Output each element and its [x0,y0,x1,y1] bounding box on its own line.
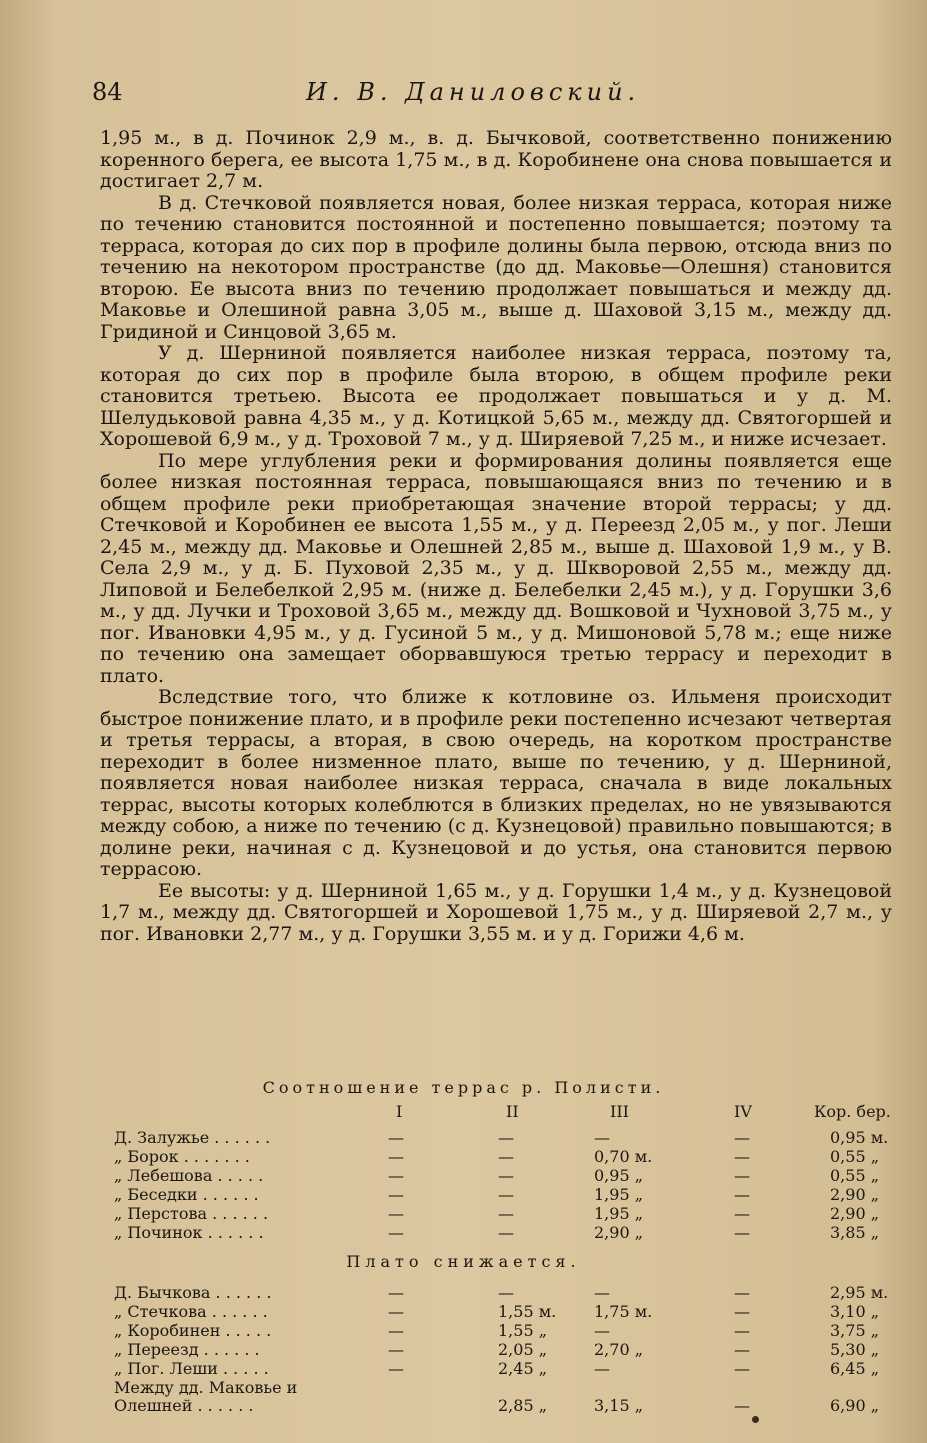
cell-col4: — [734,1223,750,1242]
row-name: „ Беседки . . . . . . [114,1185,259,1204]
cell-col5: 3,85 „ [830,1223,879,1242]
cell-col1: — [388,1359,404,1378]
cell-col4: — [734,1147,750,1166]
cell-col2: — [498,1204,514,1223]
cell-col3: — [594,1359,610,1378]
cell-col2: 1,55 м. [498,1302,557,1321]
cell-col3: 0,70 м. [594,1147,653,1166]
cell-col2: — [498,1283,514,1302]
cell-col2: 2,45 „ [498,1359,547,1378]
cell-col2: — [498,1185,514,1204]
cell-col5: 6,45 „ [830,1359,879,1378]
table-row [114,1302,904,1322]
cell-col5: 3,10 „ [830,1302,879,1321]
cell-col4: — [734,1396,750,1415]
cell-col3: — [594,1283,610,1302]
cell-col1: — [388,1147,404,1166]
table-row [114,1185,904,1205]
cell-col5: 0,55 „ [830,1166,879,1185]
row-name: „ Перстова . . . . . . [114,1204,269,1223]
cell-col4: — [734,1166,750,1185]
cell-col1: — [388,1302,404,1321]
cell-col4: — [734,1204,750,1223]
column-header: I [396,1102,403,1121]
table-row [114,1128,904,1148]
paragraph: В д. Стечковой появляется новая, более низкая терраса, которая ниже по течению становится постоянной и постепенно повышается; поэтому та терраса, которая до сих пор в профиле долины была первою, отсюда вниз по течению на некотором пространстве (до дд. Маковье—Олешня) становится второю. Ее высота вниз по течению продолжает повышаться и между дд. Маковье и Олешиной равна 3,05 м., выше д. Шаховой 3,15 м., между дд. Гридиной и Синцовой 3,65 м. [100,191,892,343]
table-row [114,1147,904,1167]
paragraph: У д. Шерниной появляется наиболее низкая терраса, поэтому та, которая до сих пор в профиле была второю, в общем профиле реки становится третьею. Высота ее продолжает повышаться и у д. М. Шелудьковой равна 4,35 м., у д. Котицкой 5,65 м., между дд. Святогоршей и Хорошевой 6,9 м., у д. Троховой 7 м., у д. Ширяевой 7,25 м., и ниже исчезает. [100,342,892,450]
running-head: И. В. Даниловский. [306,78,641,106]
row-name: Между дд. Маковье и [114,1378,298,1397]
cell-col2: 2,05 „ [498,1340,547,1359]
table-row [114,1321,904,1341]
cell-col2: — [498,1147,514,1166]
cell-col5: 2,90 „ [830,1185,879,1204]
cell-col3: 3,15 „ [594,1396,643,1415]
ink-spot [752,1416,759,1423]
paragraph: Вследствие того, что ближе к котловине оз. Ильменя происходит быстрое понижение плато, и в профиле реки постепенно исчезают четвертая и третья террасы, а вторая, в свою очередь, на коротком пространстве переходит в более низменное плато, выше по течению, у д. Шерниной, появляется новая наиболее низкая терраса, сначала в виде локальных террас, высоты которых колеблются в близких пределах, но не увязываются между собою, а ниже по течению (с д. Кузнецовой) правильно повышаются; в долине реки, начиная с д. Кузнецовой и до устья, она становится первою террасою. [100,686,892,880]
cell-col5: 2,90 „ [830,1204,879,1223]
plato-label: Плато снижается. [346,1252,581,1271]
cell-col2: 2,85 „ [498,1396,547,1415]
column-header: Кор. бер. [814,1102,891,1121]
cell-col3: — [594,1128,610,1147]
cell-col3: 2,70 „ [594,1340,643,1359]
cell-col2: — [498,1166,514,1185]
cell-col1: — [388,1283,404,1302]
cell-col3: — [594,1321,610,1340]
cell-col3: 1,95 „ [594,1204,643,1223]
column-header: IV [734,1102,752,1121]
cell-col5: 6,90 „ [830,1396,879,1415]
row-name: „ Починок . . . . . . [114,1223,264,1242]
cell-col1: — [388,1166,404,1185]
cell-col4: — [734,1185,750,1204]
cell-col2: — [498,1223,514,1242]
cell-col2: — [498,1128,514,1147]
cell-col4: — [734,1302,750,1321]
cell-col4: — [734,1321,750,1340]
row-name: „ Лебешова . . . . . [114,1166,264,1185]
paragraph: По мере углубления реки и формирования долины появляется еще более низкая постоянная терраса, повышающаяся вниз по течению и в общем профиле реки приобретающая значение второй террасы; у дд. Стечковой и Коробинен ее высота 1,55 м., у д. Переезд 2,05 м., у пог. Леши 2,45 м., между дд. Маковье и Олешней 2,85 м., выше д. Шаховой 1,9 м., у В. Села 2,9 м., у д. Б. Пуховой 2,35 м., у д. Шкворовой 2,55 м., между дд. Липовой и Белебелкой 2,95 м. (ниже д. Белебелки 2,45 м.), у д. Горушки 3,6 м., у дд. Лучки и Троховой 3,65 м., между дд. Вошковой и Чухновой 3,75 м., у пог. Ивановки 4,95 м., у д. Гусиной 5 м., у д. Мишоновой 5,78 м.; еще ниже по течению она замещает оборвавшуюся третью террасу и переходит в плато. [100,449,892,687]
cell-col5: 5,30 „ [830,1340,879,1359]
body-text [100,128,892,945]
column-header: II [506,1102,519,1121]
row-name: Д. Бычкова . . . . . . [114,1283,272,1302]
row-name: Д. Залужье . . . . . . [114,1128,271,1147]
cell-col3: 0,95 „ [594,1166,643,1185]
cell-col1: — [388,1204,404,1223]
cell-col5: 0,95 м. [830,1128,889,1147]
page-number: 84 [92,78,123,106]
cell-col1: — [388,1340,404,1359]
column-header: III [610,1102,629,1121]
row-name: „ Пог. Леши . . . . . [114,1359,269,1378]
row-name: Олешней . . . . . . [114,1396,254,1415]
cell-col5: 2,95 м. [830,1283,889,1302]
table-row [114,1166,904,1186]
cell-col1: — [388,1223,404,1242]
cell-col1: — [388,1321,404,1340]
cell-col3: 1,75 м. [594,1302,653,1321]
cell-col1: — [388,1185,404,1204]
cell-col1: — [388,1128,404,1147]
cell-col4: — [734,1128,750,1147]
table-row [114,1359,904,1379]
table-title: Соотношение террас р. Полисти. [262,1078,665,1097]
cell-col3: 2,90 „ [594,1223,643,1242]
cell-col4: — [734,1340,750,1359]
table-row [114,1340,904,1360]
cell-col4: — [734,1283,750,1302]
paragraph: Ее высоты: у д. Шерниной 1,65 м., у д. Горушки 1,4 м., у д. Кузнецовой 1,7 м., между дд. Святогоршей и Хорошевой 1,75 м., у д. Ширяевой 2,7 м., у пог. Ивановки 2,77 м., у д. Горушки 3,55 м. и у д. Горижи 4,6 м. [100,879,892,945]
cell-col5: 3,75 „ [830,1321,879,1340]
row-name: „ Переезд . . . . . . [114,1340,260,1359]
cell-col2: 1,55 „ [498,1321,547,1340]
row-name: „ Борок . . . . . . . [114,1147,250,1166]
row-name: „ Стечкова . . . . . . [114,1302,268,1321]
table-row [114,1378,904,1398]
table-row [114,1283,904,1303]
cell-col3: 1,95 „ [594,1185,643,1204]
table-row [114,1204,904,1224]
row-name: „ Коробинен . . . . . [114,1321,272,1340]
page-header [92,78,892,112]
cell-col4: — [734,1359,750,1378]
table-row [114,1396,904,1416]
paragraph: 1,95 м., в д. Починок 2,9 м., в. д. Бычковой, соответственно понижению коренного берега, ее высота 1,75 м., в д. Коробинене она снова повышается и достигает 2,7 м. [100,127,892,192]
cell-col5: 0,55 „ [830,1147,879,1166]
table-row [114,1223,904,1243]
